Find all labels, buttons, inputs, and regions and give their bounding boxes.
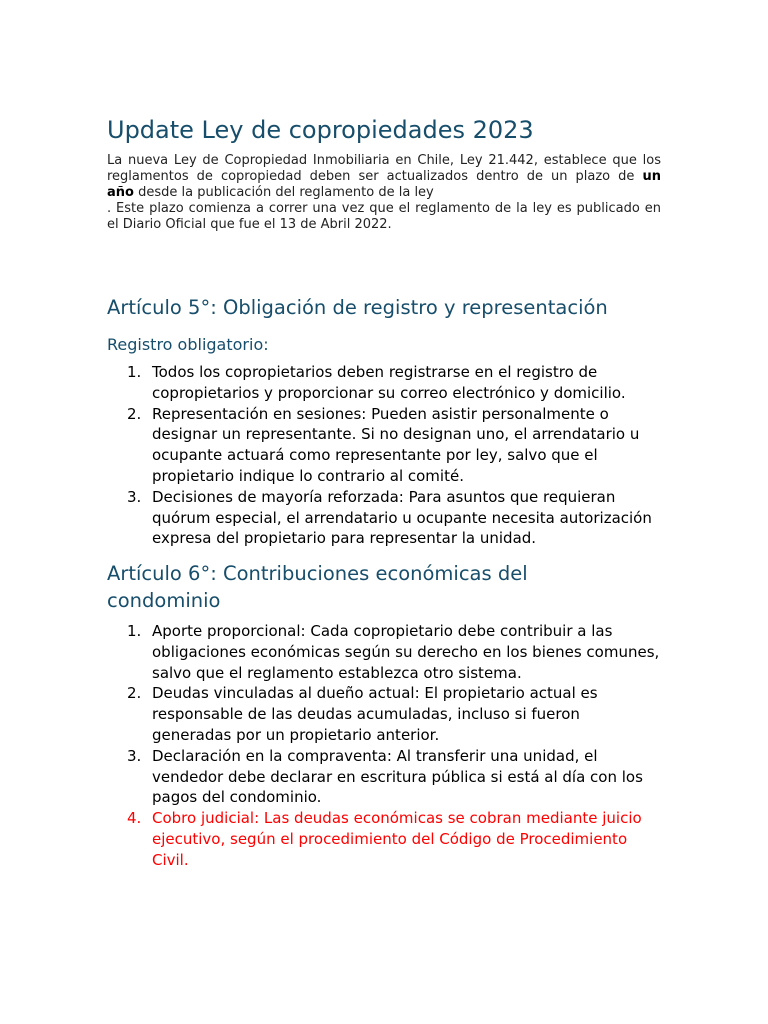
- list-item: 3. Declaración en la compraventa: Al transferir una unidad, el vendedor debe declarar en escritura pública si está al día con los pagos del condominio.: [127, 746, 643, 807]
- list-item: 2. Representación en sesiones: Pueden asistir personalmente o designar un representante. Si no designan uno, el arrendatario u ocupante actuará como representante por ley, salvo que el propietario indique lo contrario al comité.: [127, 404, 640, 485]
- article-5-heading: Artículo 5°: Obligación de registro y representación: [107, 296, 608, 319]
- page-title: Update Ley de copropiedades 2023: [107, 116, 534, 144]
- registro-obligatorio-subheading: Registro obligatorio:: [107, 335, 269, 354]
- article-6-heading: Artículo 6°: Contribuciones económicas del condominio: [107, 562, 528, 612]
- list-item: 1. Todos los copropietarios deben registrarse en el registro de copropietarios y proporcionar su correo electrónico y domicilio.: [127, 363, 626, 402]
- list-item: 3. Decisiones de mayoría reforzada: Para asuntos que requieran quórum especial, el arrendatario u ocupante necesita autorización expresa del propietario para representar la unidad.: [127, 487, 652, 548]
- intro-line-5: el Diario Oficial que fue el 13 de Abril 2022.: [107, 217, 392, 232]
- intro-paragraph: [107, 153, 661, 233]
- intro-line-1: La nueva Ley de Copropiedad Inmobiliaria en Chile, Ley 21.442, establece que los: [107, 153, 661, 168]
- intro-bold-un: un: [642, 169, 661, 184]
- list-item: 1. Aporte proporcional: Cada copropietario debe contribuir a las obligaciones económicas según su derecho en los bienes comunes, salvo que el reglamento establezca otro sistema.: [127, 622, 660, 682]
- intro-line-4: . Este plazo comienza a correr una vez que el reglamento de la ley es publicado en: [107, 201, 661, 216]
- article-6-list: [107, 621, 667, 871]
- intro-bold-ano: año: [107, 185, 134, 200]
- highlighted-list-item: 4. Cobro judicial: Las deudas económicas se cobran mediante juicio ejecutivo, según el procedimiento del Código de Procedimiento Civil.: [127, 809, 642, 869]
- intro-line-3: año desde la publicación del reglamento de la ley: [107, 185, 434, 200]
- intro-line-2: reglamentos de copropiedad deben ser actualizados dentro de un plazo de un: [107, 169, 661, 184]
- list-item: 2. Deudas vinculadas al dueño actual: El propietario actual es responsable de las deudas acumuladas, incluso si fueron generadas por un propietario anterior.: [127, 684, 598, 744]
- article-5-list: [107, 362, 667, 549]
